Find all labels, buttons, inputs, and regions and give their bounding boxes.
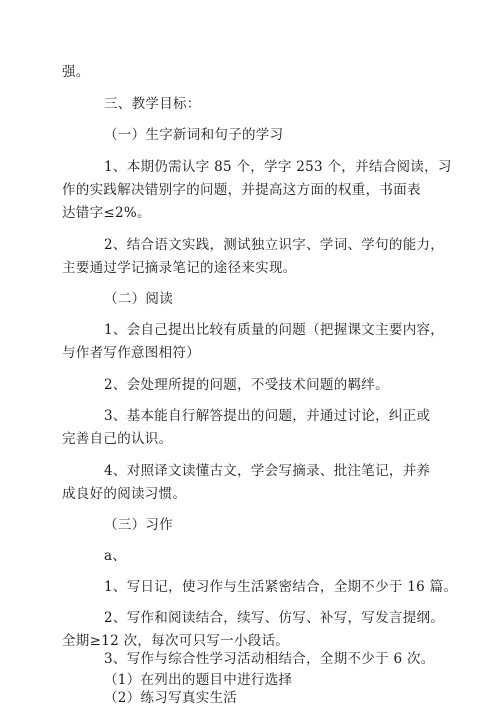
text-line: 1、会自己提出比较有质量的问题（把握课文主要内容，	[104, 322, 445, 338]
list-item: （2）练习写真实生活	[104, 690, 238, 706]
text-line: 全期≥12 次，每次可只写一小段话。	[62, 633, 290, 649]
text-line: 完善自己的认识。	[62, 431, 173, 447]
text-line: 作的实践解决错别字的问题，并提高这方面的权重，书面表	[62, 182, 421, 198]
subsection-heading: （三）习作	[104, 517, 173, 533]
list-item: （1）在列出的题目中进行选择	[104, 672, 293, 688]
text-line: 达错字≤2%。	[62, 205, 151, 221]
text-line: 3、写作与综合性学习活动相结合，全期不少于 6 次。	[104, 651, 435, 667]
section-heading: 三、教学目标：	[104, 96, 201, 112]
text-line: 2、写作和阅读结合，续写、仿写、补写，写发言提纲。	[104, 610, 445, 626]
text-line: a、	[104, 548, 127, 564]
subsection-heading: （一）生字新词和句子的学习	[104, 127, 284, 143]
text-line: 1、写日记，使习作与生活紧密结合，全期不少于 16 篇。	[104, 579, 458, 595]
text-line: 1、本期仍需认字 85 个，学字 253 个，并结合阅读，习	[104, 159, 452, 175]
text-line: 强。	[62, 64, 90, 80]
text-line: 与作者写作意图相符）	[62, 345, 200, 361]
text-line: 主要通过学记摘录笔记的途径来实现。	[62, 260, 297, 276]
text-line: 4、对照译文读懂古文，学会写摘录、批注笔记，并养	[104, 463, 431, 479]
subsection-heading: （二）阅读	[104, 291, 173, 307]
text-line: 成良好的阅读习惯。	[62, 486, 187, 502]
text-line: 3、基本能自行解答提出的问题，并通过讨论，纠正或	[104, 408, 431, 424]
text-line: 2、会处理所提的问题，不受技术问题的羁绊。	[104, 377, 389, 393]
text-line: 2、结合语文实践，测试独立识字、学词、学句的能力，	[104, 237, 445, 253]
